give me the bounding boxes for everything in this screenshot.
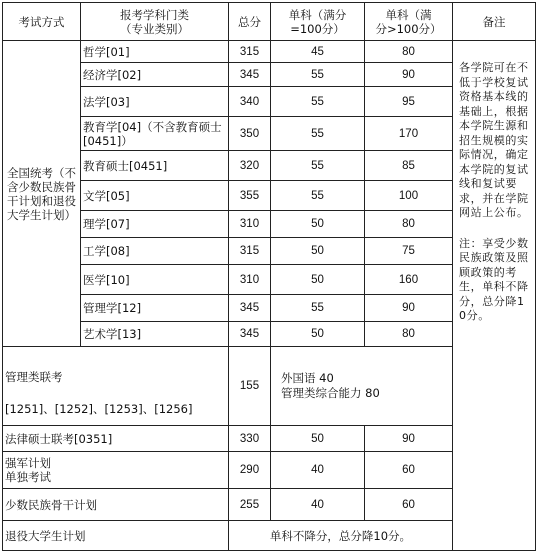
category-cell: 教育硕士[0451] (81, 151, 229, 181)
table-header-row (3, 3, 536, 41)
total-cell: 330 (229, 426, 271, 452)
category-cell: 哲学[01] (81, 41, 229, 63)
single-high-cell: 80 (365, 41, 453, 63)
single-low-cell: 50 (271, 265, 365, 295)
remarks-note-2: 注：享受少数民族政策及照顾政策的考生，单科不降分，总分降10分。 (459, 236, 529, 322)
single-low-cell: 50 (271, 211, 365, 238)
single-high-cell: 100 (365, 181, 453, 211)
total-cell: 340 (229, 87, 271, 117)
header-exam-method: 考试方式 (3, 3, 81, 41)
single-low-cell: 40 (271, 452, 365, 489)
header-single-high: 单科（满 分>100分） (365, 3, 453, 41)
total-cell: 350 (229, 117, 271, 151)
single-low-cell: 50 (271, 426, 365, 452)
single-low-cell: 50 (271, 238, 365, 265)
single-high-cell: 75 (365, 238, 453, 265)
single-high-cell: 90 (365, 295, 453, 322)
category-cell: 医学[10] (81, 265, 229, 295)
single-high-cell: 90 (365, 426, 453, 452)
single-high-cell: 160 (365, 265, 453, 295)
category-cell: 法学[03] (81, 87, 229, 117)
single-low-cell: 55 (271, 63, 365, 87)
total-cell: 315 (229, 41, 271, 63)
remarks-cell (453, 41, 536, 521)
total-cell: 290 (229, 452, 271, 489)
total-cell: 345 (229, 295, 271, 322)
management-exam-label: 管理类联考 [1251]、[1252]、[1253]、[1256] (3, 347, 229, 426)
total-cell: 310 (229, 211, 271, 238)
total-cell: 310 (229, 265, 271, 295)
score-table (2, 2, 536, 551)
total-cell: 355 (229, 181, 271, 211)
total-cell: 315 (229, 238, 271, 265)
category-cell: 工学[08] (81, 238, 229, 265)
single-high-cell: 60 (365, 452, 453, 489)
table-row (3, 41, 536, 63)
total-cell: 255 (229, 489, 271, 521)
single-high-cell: 95 (365, 87, 453, 117)
single-low-cell: 45 (271, 41, 365, 63)
category-cell: 管理学[12] (81, 295, 229, 322)
minority-label: 少数民族骨干计划 (3, 489, 229, 521)
management-total-cell: 155 (229, 347, 271, 426)
header-category: 报考学科门类 （专业类别） (81, 3, 229, 41)
single-low-cell: 50 (271, 322, 365, 347)
single-low-cell: 55 (271, 151, 365, 181)
management-detail-cell: 外国语 40 管理类综合能力 80 (271, 347, 453, 426)
single-high-cell: 85 (365, 151, 453, 181)
total-cell: 345 (229, 63, 271, 87)
strong-army-label: 强军计划 单独考试 (3, 452, 229, 489)
single-high-cell: 90 (365, 63, 453, 87)
header-total: 总分 (229, 3, 271, 41)
category-cell: 教育学[04]（不含教育硕士[0451]） (81, 117, 229, 151)
national-exam-label: 全国统考（不含少数民族骨干计划和退役大学生计划） (3, 41, 81, 347)
total-cell: 345 (229, 322, 271, 347)
category-cell: 理学[07] (81, 211, 229, 238)
law-exam-label: 法律硕士联考[0351] (3, 426, 229, 452)
veteran-detail-cell: 单科不降分，总分降10分。 (229, 521, 453, 551)
single-high-cell: 80 (365, 322, 453, 347)
single-high-cell: 170 (365, 117, 453, 151)
single-high-cell: 60 (365, 489, 453, 521)
single-low-cell: 55 (271, 295, 365, 322)
total-cell: 320 (229, 151, 271, 181)
header-single-low: 单科（满分 =100分） (271, 3, 365, 41)
category-cell: 艺术学[13] (81, 322, 229, 347)
veteran-label: 退役大学生计划 (3, 521, 229, 551)
remarks-note-1: 各学院可在不低于学校复试资格基本线的基础上，根据本学院生源和招生规模的实际情况，确定本学院的复试线和复试要求，并在学院网站上公布。 (459, 61, 529, 219)
single-low-cell: 55 (271, 181, 365, 211)
header-remarks: 备注 (453, 3, 536, 41)
category-cell: 文学[05] (81, 181, 229, 211)
single-high-cell: 80 (365, 211, 453, 238)
single-low-cell: 55 (271, 117, 365, 151)
category-cell: 经济学[02] (81, 63, 229, 87)
single-low-cell: 40 (271, 489, 365, 521)
single-low-cell: 55 (271, 87, 365, 117)
